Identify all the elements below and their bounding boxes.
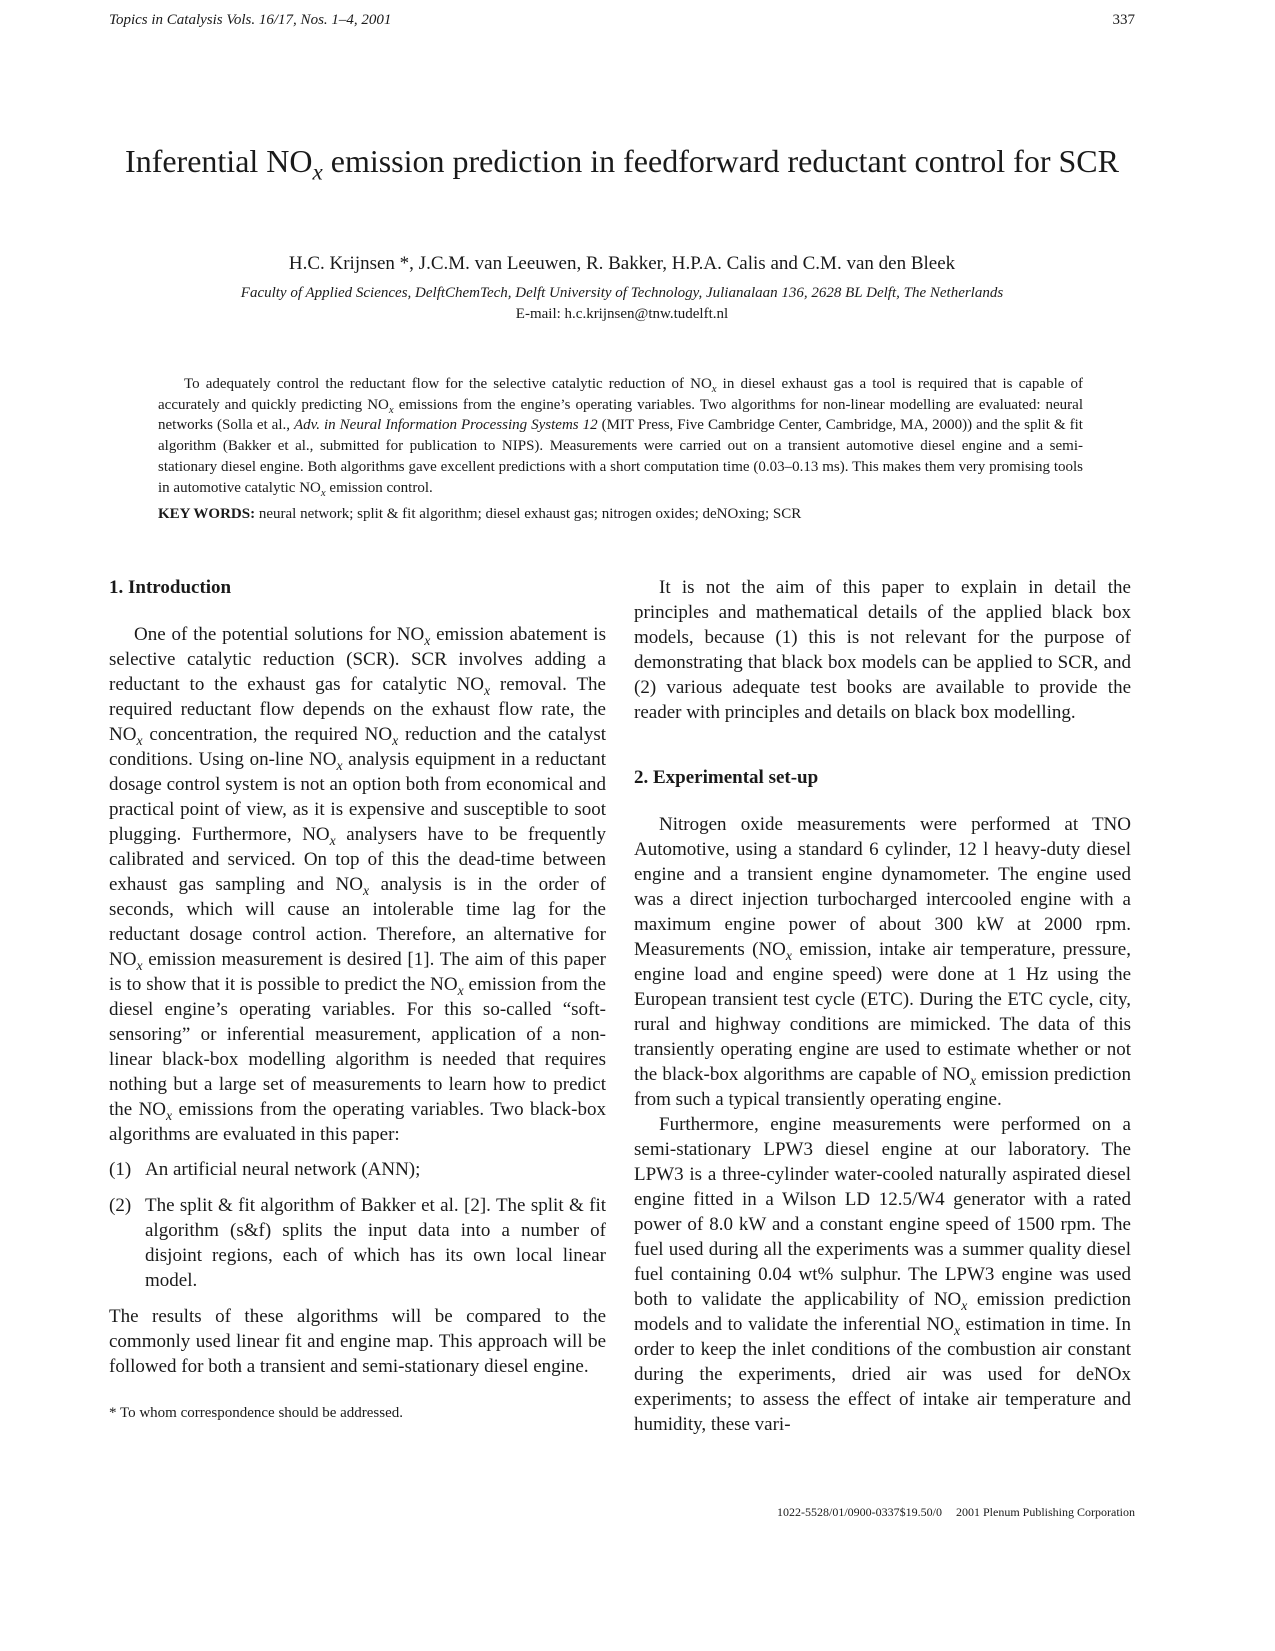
journal-citation: Topics in Catalysis Vols. 16/17, Nos. 1–4, 2001	[109, 12, 392, 28]
list-item: (2) The split & fit algorithm of Bakker et al. [2]. The split & fit algorithm (s&f) splits the input data into a number of disjoint regions, each of which has its own local linear model.	[109, 1195, 606, 1291]
author-email: E-mail: h.c.krijnsen@tnw.tudelft.nl	[515, 306, 729, 322]
paper-title: Inferential $NO_x$ emission prediction in feedforward reductant control for SCR	[125, 143, 1119, 185]
intro-paragraph-2: The results of these algorithms will be compared to the commonly used linear fit and engine map. This approach will be followed for both a transient and semi-stationary diesel engine.	[109, 1306, 606, 1377]
right-column	[634, 575, 1131, 1437]
publisher: 2001 Plenum Publishing Corporation	[955, 1505, 1135, 1519]
footnote: * To whom correspondence should be addressed.	[109, 1405, 404, 1421]
black-box-paragraph: It is not the aim of this paper to explain in detail the principles and mathematical details of the applied black box models, because (1) this is not relevant for the purpose of demonstrating that black box models can be applied to SCR, and (2) various adequate test books are available to provide the reader with principles and details on black box modelling.	[634, 577, 1131, 723]
article-code: 1022-5528/01/0900-0337$19.50/0	[776, 1505, 942, 1519]
left-column	[109, 575, 606, 1426]
author-list: H.C. Krijnsen *, J.C.M. van Leeuwen, R. Bakker, H.P.A. Calis and C.M. van den Bleek	[288, 253, 956, 274]
abstract: To adequately control the reductant flow for the selective catalytic reduction of $NO_x$ in diesel exhaust gas a tool is required that is capable of accurately and quickly predicting $NO_x$ emissions from the engine’s operating variables. Two algorithms for non-linear modelling are evaluated: neural networks (Solla et al., Adv. in Neural Information Processing Systems 12 (MIT Press, Five Cambridge Center, Cambridge, MA, 2000)) and the split & fit algorithm (Bakker et al., submitted for publication to NIPS). Measurements were carried out on a transient automotive diesel engine and a semi-stationary diesel engine. Both algorithms gave excellent predictions with a short computation time (0.03–0.13 ms). This makes them very promising tools in automotive catalytic $NO_x$ emission control.	[158, 376, 1083, 499]
section-heading-introduction: 1. Introduction	[109, 577, 232, 598]
keywords: KEY WORDS: neural network; split & fit algorithm; diesel exhaust gas; nitrogen oxides; deNOxing; SCR	[158, 506, 802, 522]
intro-paragraph-1: One of the potential solutions for $NO_x$ emission abatement is selective catalytic reduction (SCR). SCR involves adding a reductant to the exhaust gas for catalytic $NO_x$ removal. The required reductant flow depends on the exhaust flow rate, the $NO_x$ concentration, the required $NO_x$ reduction and the catalyst conditions. Using on-line $NO_x$ analysis equipment in a reductant dosage control system is not an option both from economical and practical point of view, as it is expensive and susceptible to soot plugging. Furthermore, $NO_x$ analysers have to be frequently calibrated and serviced. On top of this the dead-time between exhaust gas sampling and $NO_x$ analysis is in the order of seconds, which will cause an intolerable time lag for the reductant dosage control action. Therefore, an alternative for $NO_x$ emission measurement is desired [1]. The aim of this paper is to show that it is possible to predict the $NO_x$ emission from the diesel engine’s operating variables. For this so-called “soft-sensoring” or inferential measurement, application of a non-linear black-box modelling algorithm is needed that requires nothing but a large set of measurements to learn how to predict the $NO_x$ emissions from the operating variables. Two black-box algorithms are evaluated in this paper:	[109, 624, 607, 1145]
page-number: 337	[1112, 12, 1135, 28]
keywords-label: KEY WORDS:	[158, 506, 256, 522]
list-item: (1) An artificial neural network (ANN);	[109, 1159, 421, 1180]
page-footer	[763, 1505, 1135, 1520]
section-heading-experimental: 2. Experimental set-up	[634, 767, 819, 788]
experimental-paragraph-1: Nitrogen oxide measurements were performed at TNO Automotive, using a standard 6 cylinder, 12 l heavy-duty diesel engine and a transient engine dynamometer. The engine used was a direct injection turbocharged intercooled engine with a maximum engine power of about 300 kW at 2000 rpm. Measurements ($NO_x$ emission, intake air temperature, pressure, engine load and engine speed) were done at 1 Hz using the European transient test cycle (ETC). During the ETC cycle, city, rural and highway conditions are mimicked. The data of this transiently operating engine are used to estimate whether or not the black-box algorithms are capable of $NO_x$ emission prediction from such a typical transiently operating engine.	[634, 814, 1131, 1110]
experimental-paragraph-2: Furthermore, engine measurements were performed on a semi-stationary LPW3 diesel engine at our laboratory. The LPW3 is a three-cylinder water-cooled naturally aspirated diesel engine fitted in a Wilson LD 12.5/W4 generator with a rated power of 8.0 kW and a constant engine speed of 1500 rpm. The fuel used during all the experiments was a summer quality diesel fuel containing 0.04 wt% sulphur. The LPW3 engine was used both to validate the applicability of $NO_x$ emission prediction models and to validate the inferential $NO_x$ estimation in time. In order to keep the inlet conditions of the combustion air constant during the experiments, dried air was used for deNOx experiments; to assess the effect of intake air temperature and humidity, these vari-	[634, 1114, 1131, 1435]
algorithm-list	[109, 1157, 606, 1293]
affiliation: Faculty of Applied Sciences, DelftChemTech, Delft University of Technology, Julianalaan 136, 2628 BL Delft, The Netherlands	[240, 285, 1004, 301]
